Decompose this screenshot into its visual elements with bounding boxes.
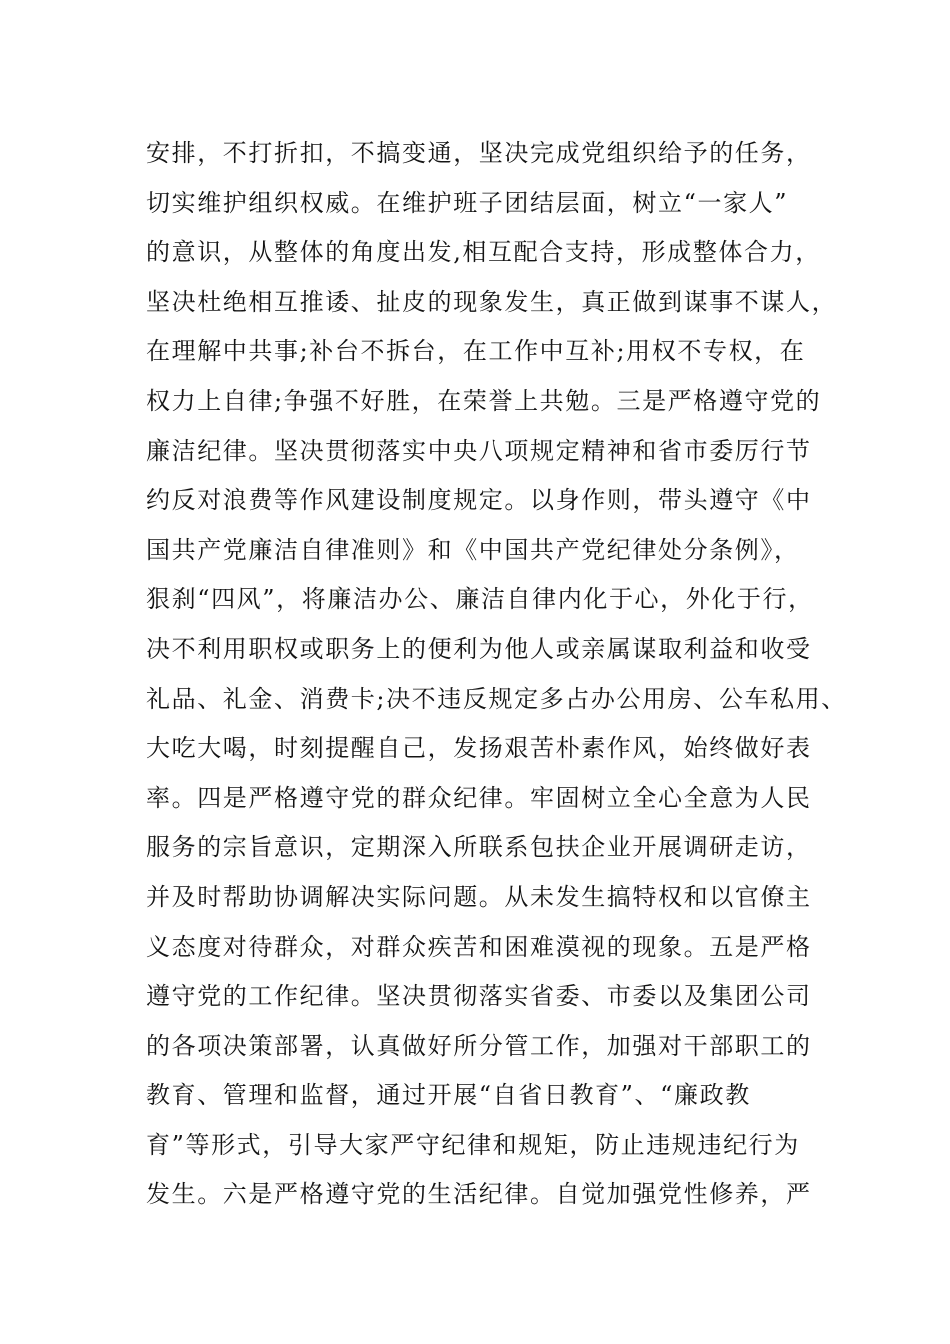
text-line-12: 礼品、礼金、消费卡;决不违反规定多占办公用房、公车私用、 — [146, 684, 847, 713]
text-line-3: 的意识，从整体的角度出发,相互配合支持，形成整体合力， — [146, 238, 821, 267]
text-line-11: 决不利用职权或职务上的便利为他人或亲属谋取利益和收受 — [146, 634, 812, 663]
text-line-10: 狠刹“四风”，将廉洁办公、廉洁自律内化于心，外化于行， — [146, 585, 814, 614]
text-line-6: 权力上自律;争强不好胜，在荣誉上共勉。三是严格遵守党的 — [146, 386, 822, 415]
text-line-14: 率。四是严格遵守党的群众纪律。牢固树立全心全意为人民 — [146, 783, 812, 812]
text-line-1: 安排，不打折扣，不搞变通，坚决完成党组织给予的任务， — [146, 139, 812, 167]
text-line-16: 并及时帮助协调解决实际问题。从未发生搞特权和以官僚主 — [146, 882, 812, 911]
text-line-4: 坚决杜绝相互推诿、扯皮的现象发生，真正做到谋事不谋人， — [146, 287, 838, 316]
text-line-15: 服务的宗旨意识，定期深入所联系包扶企业开展调研走访， — [146, 833, 812, 862]
text-line-20: 教育、管理和监督，通过开展“自省日教育”、“廉政教 — [146, 1081, 751, 1110]
text-line-22: 发生。六是严格遵守党的生活纪律。自觉加强党性修养，严 — [146, 1180, 812, 1209]
text-line-13: 大吃大喝，时刻提醒自己，发扬艰苦朴素作风，始终做好表 — [146, 734, 812, 763]
text-line-5: 在理解中共事;补台不拆台，在工作中互补;用权不专权，在 — [146, 337, 806, 366]
text-line-17: 义态度对待群众，对群众疾苦和困难漠视的现象。五是严格 — [146, 932, 812, 961]
text-line-21: 育”等形式，引导大家严守纪律和规矩，防止违规违纪行为 — [146, 1130, 800, 1159]
text-line-7: 廉洁纪律。坚决贯彻落实中央八项规定精神和省市委厉行节 — [146, 436, 812, 465]
text-line-19: 的各项决策部署，认真做好所分管工作，加强对干部职工的 — [146, 1031, 812, 1060]
text-line-2: 切实维护组织权威。在维护班子团结层面，树立“一家人” — [146, 188, 789, 217]
text-line-18: 遵守党的工作纪律。坚决贯彻落实省委、市委以及集团公司 — [146, 982, 812, 1011]
text-line-9: 国共产党廉洁自律准则》和《中国共产党纪律处分条例》， — [146, 535, 800, 564]
body-text — [146, 129, 846, 1220]
text-line-8: 约反对浪费等作风建设制度规定。以身作则，带头遵守《中 — [146, 486, 812, 515]
